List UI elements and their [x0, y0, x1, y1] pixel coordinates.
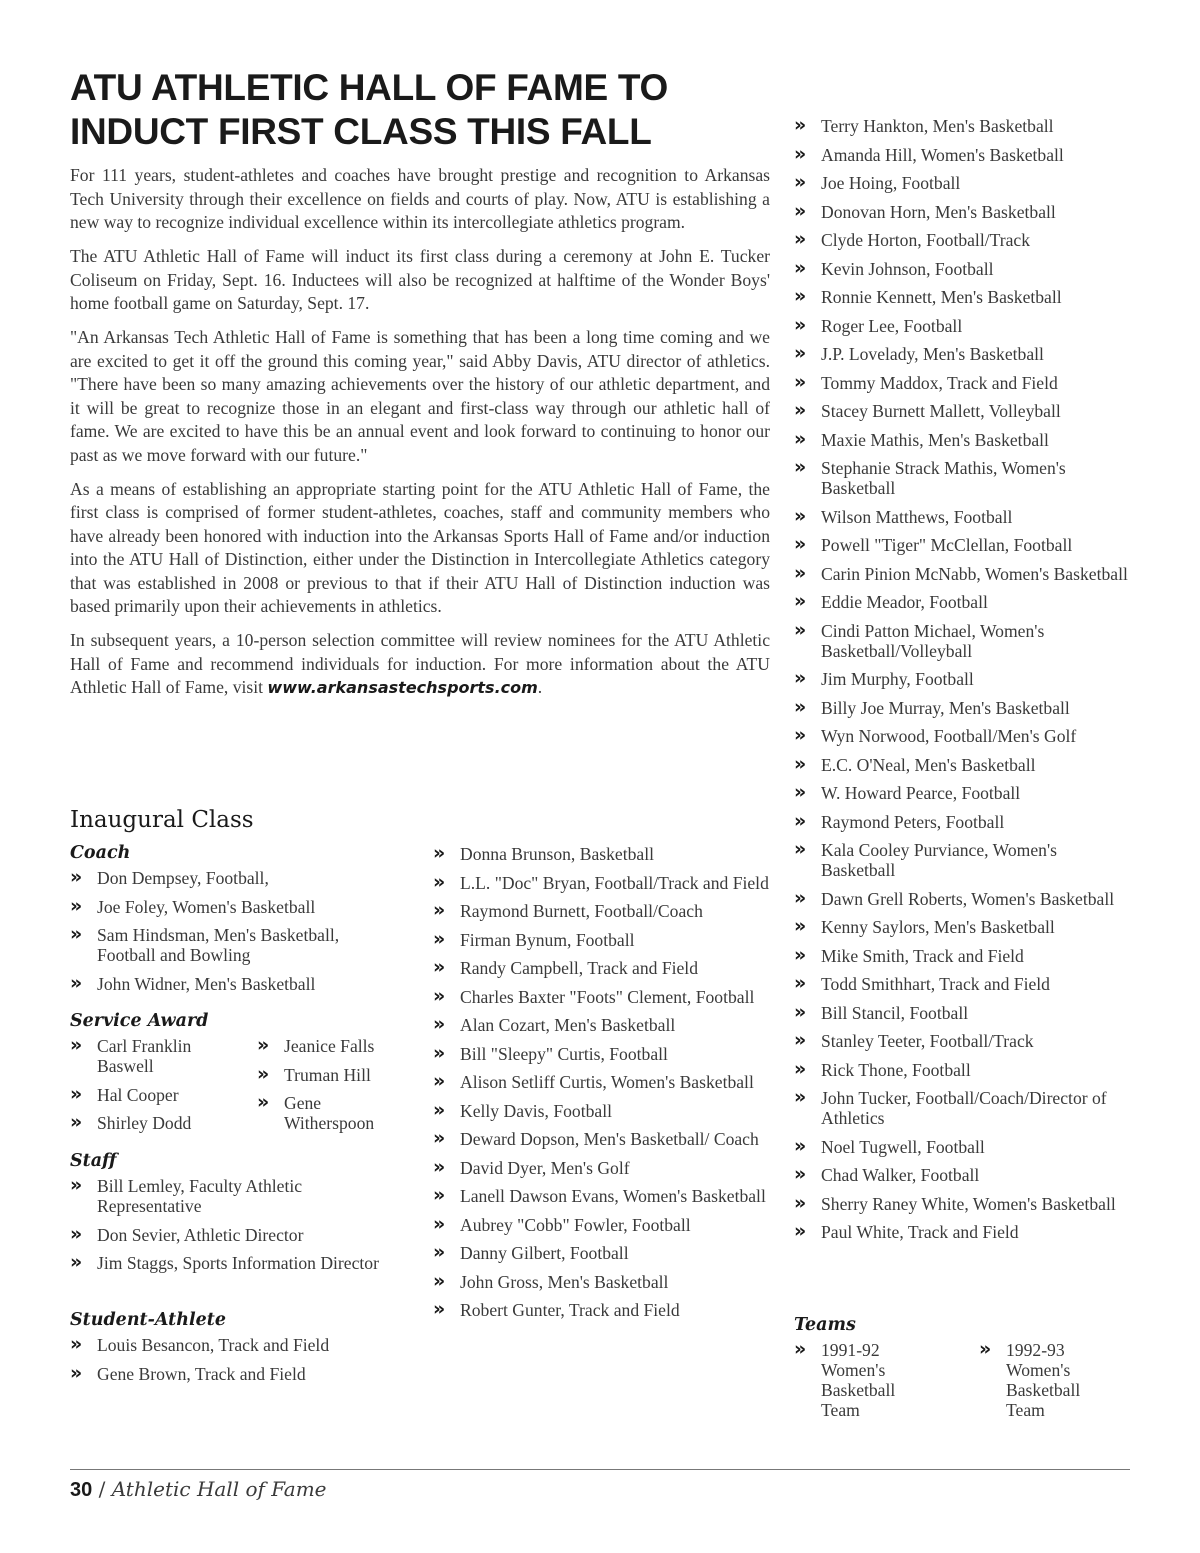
list-item: » Stephanie Strack Mathis, Women's Basketball	[794, 458, 1134, 498]
list-item: » John Widner, Men's Basketball	[70, 974, 400, 994]
list-item: » Raymond Peters, Football	[794, 812, 1134, 832]
list-item: » Kelly Davis, Football	[433, 1101, 773, 1121]
teams-column-1	[794, 1340, 934, 1429]
article-headline: ATU ATHLETIC HALL OF FAME TO INDUCT FIRST CLASS THIS FALL	[70, 67, 668, 152]
list-item: » Wyn Norwood, Football/Men's Golf	[794, 726, 1134, 746]
list-item: » Carin Pinion McNabb, Women's Basketball	[794, 564, 1134, 584]
list-item: » Sam Hindsman, Men's Basketball, Football and Bowling	[70, 925, 400, 965]
list-item: » Donovan Horn, Men's Basketball	[794, 202, 1134, 222]
list-item: » Shirley Dodd	[70, 1113, 240, 1133]
list-item: » Joe Hoing, Football	[794, 173, 1134, 193]
list-item: » Cindi Patton Michael, Women's Basketball/Volleyball	[794, 621, 1134, 661]
list-item: » Randy Campbell, Track and Field	[433, 958, 773, 978]
service-award-column-2	[257, 1036, 407, 1142]
list-item: » L.L. "Doc" Bryan, Football/Track and Field	[433, 873, 773, 893]
list-item: » Robert Gunter, Track and Field	[433, 1300, 773, 1320]
list-item: » Donna Brunson, Basketball	[433, 844, 773, 864]
student-athlete-heading: Student-Athlete	[70, 1310, 226, 1330]
list-item: » Jim Murphy, Football	[794, 669, 1134, 689]
student-athlete-list	[70, 1335, 400, 1384]
footer-section-name: Athletic Hall of Fame	[111, 1477, 327, 1501]
list-item: » Deward Dopson, Men's Basketball/ Coach	[433, 1129, 773, 1149]
student-athlete-column-2	[433, 844, 773, 1329]
list-item: » Powell "Tiger" McClellan, Football	[794, 535, 1134, 555]
list-item: » Alan Cozart, Men's Basketball	[433, 1015, 773, 1035]
teams-section	[794, 1314, 1134, 1340]
list-item: » John Gross, Men's Basketball	[433, 1272, 773, 1292]
list-item: » Todd Smithhart, Track and Field	[794, 974, 1134, 994]
list-item: » W. Howard Pearce, Football	[794, 783, 1134, 803]
teams-list	[979, 1340, 1119, 1420]
service-award-list	[257, 1036, 407, 1133]
article-body	[70, 164, 770, 710]
list-item: » Sherry Raney White, Women's Basketball	[794, 1194, 1134, 1214]
list-item: » Don Dempsey, Football,	[70, 868, 400, 888]
teams-column-2	[979, 1340, 1119, 1429]
list-item: » Billy Joe Murray, Men's Basketball	[794, 698, 1134, 718]
list-item: » Stanley Teeter, Football/Track	[794, 1031, 1134, 1051]
list-item: » Danny Gilbert, Football	[433, 1243, 773, 1263]
list-item: » Firman Bynum, Football	[433, 930, 773, 950]
teams-list	[794, 1340, 934, 1420]
list-item: » 1992-93 Women's Basketball Team	[979, 1340, 1119, 1420]
teams-heading: Teams	[794, 1315, 856, 1335]
list-item: » Truman Hill	[257, 1065, 407, 1085]
footer-divider	[70, 1469, 1130, 1470]
list-item: » Bill Lemley, Faculty Athletic Representative	[70, 1176, 390, 1216]
list-item: » Kevin Johnson, Football	[794, 259, 1134, 279]
list-item: » Kala Cooley Purviance, Women's Basketball	[794, 840, 1134, 880]
list-item: » Roger Lee, Football	[794, 316, 1134, 336]
coach-heading: Coach	[70, 843, 131, 863]
list-item: » Louis Besancon, Track and Field	[70, 1335, 400, 1355]
list-item: » E.C. O'Neal, Men's Basketball	[794, 755, 1134, 775]
article-paragraph-last	[70, 629, 770, 700]
list-item: » John Tucker, Football/Coach/Director of Athletics	[794, 1088, 1134, 1128]
list-item: » Terry Hankton, Men's Basketball	[794, 116, 1134, 136]
staff-heading: Staff	[70, 1151, 117, 1171]
list-item: » Bill Stancil, Football	[794, 1003, 1134, 1023]
list-item: » Stacey Burnett Mallett, Volleyball	[794, 401, 1134, 421]
list-item: » Tommy Maddox, Track and Field	[794, 373, 1134, 393]
list-item: » Clyde Horton, Football/Track	[794, 230, 1134, 250]
list-item: » Amanda Hill, Women's Basketball	[794, 145, 1134, 165]
list-item: » Charles Baxter "Foots" Clement, Football	[433, 987, 773, 1007]
list-item: » Maxie Mathis, Men's Basketball	[794, 430, 1134, 450]
list-item: » J.P. Lovelady, Men's Basketball	[794, 344, 1134, 364]
article-paragraph: The ATU Athletic Hall of Fame will induct its first class during a ceremony at John E. Tucker Coliseum on Friday, Sept. 16. Inductees will also be recognized at halftime of the Wonder Boys' home football game on Saturday, Sept. 17.	[70, 246, 770, 313]
list-item: » Ronnie Kennett, Men's Basketball	[794, 287, 1134, 307]
website-link[interactable]: www.arkansastechsports.com	[267, 678, 538, 697]
coach-list	[70, 868, 400, 994]
service-award-section	[70, 1010, 430, 1036]
list-item: » Mike Smith, Track and Field	[794, 946, 1134, 966]
list-item: » Gene Brown, Track and Field	[70, 1364, 400, 1384]
list-item: » Bill "Sleepy" Curtis, Football	[433, 1044, 773, 1064]
list-item: » Raymond Burnett, Football/Coach	[433, 901, 773, 921]
list-item: » Noel Tugwell, Football	[794, 1137, 1134, 1157]
list-item: » Don Sevier, Athletic Director	[70, 1225, 390, 1245]
list-item: » Eddie Meador, Football	[794, 592, 1134, 612]
list-item: » Rick Thone, Football	[794, 1060, 1134, 1080]
student-athlete-column-3	[794, 116, 1134, 1251]
list-item: » Lanell Dawson Evans, Women's Basketball	[433, 1186, 773, 1206]
list-item: » Gene Witherspoon	[257, 1093, 407, 1133]
article-paragraph: "An Arkansas Tech Athletic Hall of Fame is something that has been a long time coming and we are excited to get it off the ground this coming year," said Abby Davis, ATU director of athletics. "There have been so many amazing achievements over the history of our athletic department, and it will be great to recognize those in an elegant and first-class way through our athletic hall of fame. We are excited to have this be an annual event and look forward to continuing to honor our past as we move forward with our future."	[70, 327, 770, 465]
student-athlete-section	[70, 1309, 400, 1392]
inaugural-class-title: Inaugural Class	[70, 807, 254, 833]
staff-list	[70, 1176, 390, 1273]
student-athlete-list	[794, 116, 1134, 1242]
coach-section	[70, 842, 400, 1002]
paragraph-end: .	[537, 677, 543, 697]
list-item: » 1991-92 Women's Basketball Team	[794, 1340, 934, 1420]
list-item: » Alison Setliff Curtis, Women's Basketball	[433, 1072, 773, 1092]
list-item: » Wilson Matthews, Football	[794, 507, 1134, 527]
service-award-list	[70, 1036, 240, 1133]
list-item: » Paul White, Track and Field	[794, 1222, 1134, 1242]
footer-separator: /	[92, 1477, 112, 1501]
list-item: » Jeanice Falls	[257, 1036, 407, 1056]
page-footer	[70, 1477, 327, 1502]
student-athlete-list	[433, 844, 773, 1320]
page-number: 30	[70, 1479, 93, 1501]
list-item: » Carl Franklin Baswell	[70, 1036, 240, 1076]
paragraph-text: In subsequent years, a 10-person selection committee will review nominees for the ATU Athletic Hall of Fame and recommend individuals for induction. For more information about the ATU Athletic Hall of Fame, visit	[70, 630, 770, 697]
article-paragraph: For 111 years, student-athletes and coaches have brought prestige and recognition to Arkansas Tech University through their excellence on fields and courts of play. Now, ATU is establishing a new way to recognize individual excellence within its intercollegiate athletics program.	[70, 165, 770, 232]
list-item: » Joe Foley, Women's Basketball	[70, 897, 400, 917]
list-item: » David Dyer, Men's Golf	[433, 1158, 773, 1178]
list-item: » Dawn Grell Roberts, Women's Basketball	[794, 889, 1134, 909]
list-item: » Jim Staggs, Sports Information Director	[70, 1253, 390, 1273]
list-item: » Hal Cooper	[70, 1085, 240, 1105]
list-item: » Chad Walker, Football	[794, 1165, 1134, 1185]
list-item: » Aubrey "Cobb" Fowler, Football	[433, 1215, 773, 1235]
service-award-heading: Service Award	[70, 1011, 209, 1031]
list-item: » Kenny Saylors, Men's Basketball	[794, 917, 1134, 937]
staff-section	[70, 1150, 390, 1282]
article-paragraph: As a means of establishing an appropriate starting point for the ATU Athletic Hall of Fame, the first class is comprised of former student-athletes, coaches, staff and community members who have already been honored with induction into the Arkansas Sports Hall of Fame and/or induction into the ATU Hall of Distinction, either under the Distinction in Intercollegiate Athletics category that was established in 2008 or previous to that if their ATU Hall of Distinction induction was based primarily upon their achievements in athletics.	[70, 478, 770, 616]
service-award-column-1	[70, 1036, 240, 1142]
